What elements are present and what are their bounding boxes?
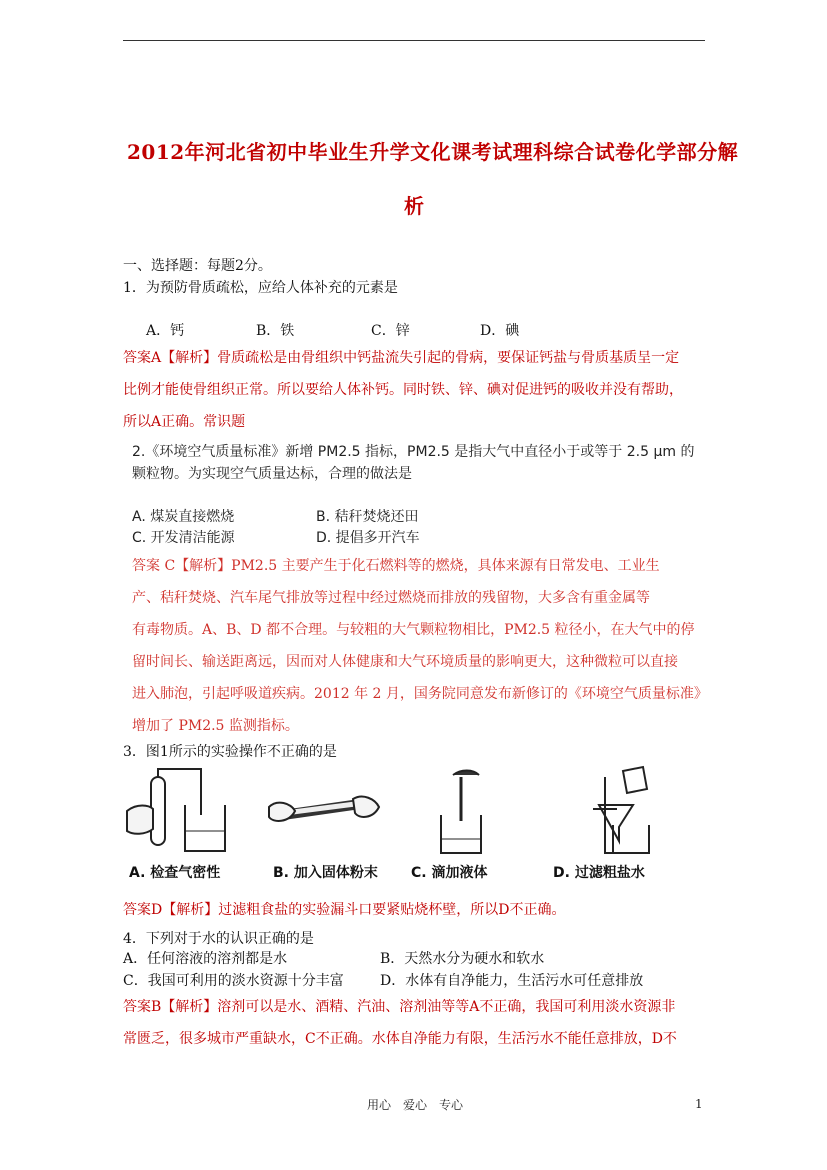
q1-option-d: D．碘	[480, 323, 520, 339]
q2-stem-line2: 颗粒物。为实现空气质量达标，合理的做法是	[132, 466, 412, 482]
q4-answer-line2: 常匮乏，很多城市严重缺水，C不正确。水体自净能力有限，生活污水不能任意排放，D不	[123, 1031, 677, 1047]
q2-option-d: D. 提倡多开汽车	[316, 530, 420, 546]
q1-option-a: A．钙	[146, 323, 185, 339]
apparatus-drawings	[123, 765, 668, 860]
q1-option-c: C．锌	[371, 323, 410, 339]
doc-title-line2: 析	[404, 194, 425, 218]
q4-option-b: B．天然水分为硬水和软水	[380, 951, 545, 967]
q2-answer-line1: 答案 C【解析】PM2.5 主要产生于化石燃料等的燃烧，具体来源有日常发电、工业生	[132, 558, 660, 574]
header-rule	[123, 40, 705, 41]
q2-stem-line1: 2.《环境空气质量标准》新增 PM2.5 指标，PM2.5 是指大气中直径小于或等于 2.5 μm 的	[132, 444, 695, 460]
q2-answer-line5: 进入肺泡，引起呼吸道疾病。2012 年 2 月，国务院同意发布新修订的《环境空气质量标准》	[132, 686, 708, 702]
footer-motto: 用心 爱心 专心	[367, 1098, 464, 1112]
q2-option-c: C. 开发清洁能源	[132, 530, 235, 546]
airtightness-check-apparatus	[127, 769, 225, 851]
q3-answer: 答案D【解析】过滤粗食盐的实验漏斗口要紧贴烧杯壁，所以D不正确。	[123, 902, 566, 918]
q1-option-b: B．铁	[256, 323, 295, 339]
q4-option-c: C．我国可利用的淡水资源十分丰富	[123, 973, 344, 989]
doc-title-line1: 2012年河北省初中毕业生升学文化课考试理科综合试卷化学部分解	[127, 140, 739, 164]
q4-stem: 4．下列对于水的认识正确的是	[123, 931, 314, 947]
q4-option-a: A．任何溶液的溶剂都是水	[123, 951, 288, 967]
section-heading: 一、选择题：每题2分。	[123, 258, 272, 274]
q1-stem: 1．为预防骨质疏松，应给人体补充的元素是	[123, 280, 398, 296]
filter-salt-water-apparatus	[593, 767, 649, 853]
q3-caption-d: D. 过滤粗盐水	[553, 865, 645, 881]
q1-answer-line3: 所以A正确。常识题	[123, 414, 246, 430]
q2-answer-line3: 有毒物质。A、B、D 都不合理。与较粗的大气颗粒物相比，PM2.5 粒径小，在大气中的停	[132, 622, 695, 638]
q3-stem: 3．图1所示的实验操作不正确的是	[123, 744, 337, 760]
add-solid-powder-apparatus	[269, 797, 379, 821]
page-number: 1	[695, 1097, 703, 1111]
q2-answer-line2: 产、秸秆焚烧、汽车尾气排放等过程中经过燃烧而排放的残留物，大多含有重金属等	[132, 590, 650, 606]
q1-answer-line2: 比例才能使骨组织正常。所以要给人体补钙。同时铁、锌、碘对促进钙的吸收并没有帮助，	[123, 382, 683, 398]
q4-answer-line1: 答案B【解析】溶剂可以是水、酒精、汽油、溶剂油等等A不正确，我国可利用淡水资源非	[123, 999, 676, 1015]
q3-caption-c: C. 滴加液体	[411, 865, 488, 881]
q3-caption-b: B. 加入固体粉末	[273, 865, 378, 881]
q2-answer-line4: 留时间长、输送距离远，因而对人体健康和大气环境质量的影响更大，这种微粒可以直接	[132, 654, 678, 670]
drip-liquid-apparatus	[441, 771, 481, 854]
q3-apparatus-figure	[123, 765, 668, 890]
q4-option-d: D．水体有自净能力，生活污水可任意排放	[380, 973, 644, 989]
q1-answer-line1: 答案A【解析】骨质疏松是由骨组织中钙盐流失引起的骨病，要保证钙盐与骨质基质呈一定	[123, 350, 680, 366]
q3-caption-a: A. 检查气密性	[129, 865, 221, 881]
q2-option-a: A. 煤炭直接燃烧	[132, 509, 235, 525]
q2-option-b: B. 秸秆焚烧还田	[316, 509, 419, 525]
q2-answer-line6: 增加了 PM2.5 监测指标。	[132, 718, 299, 734]
